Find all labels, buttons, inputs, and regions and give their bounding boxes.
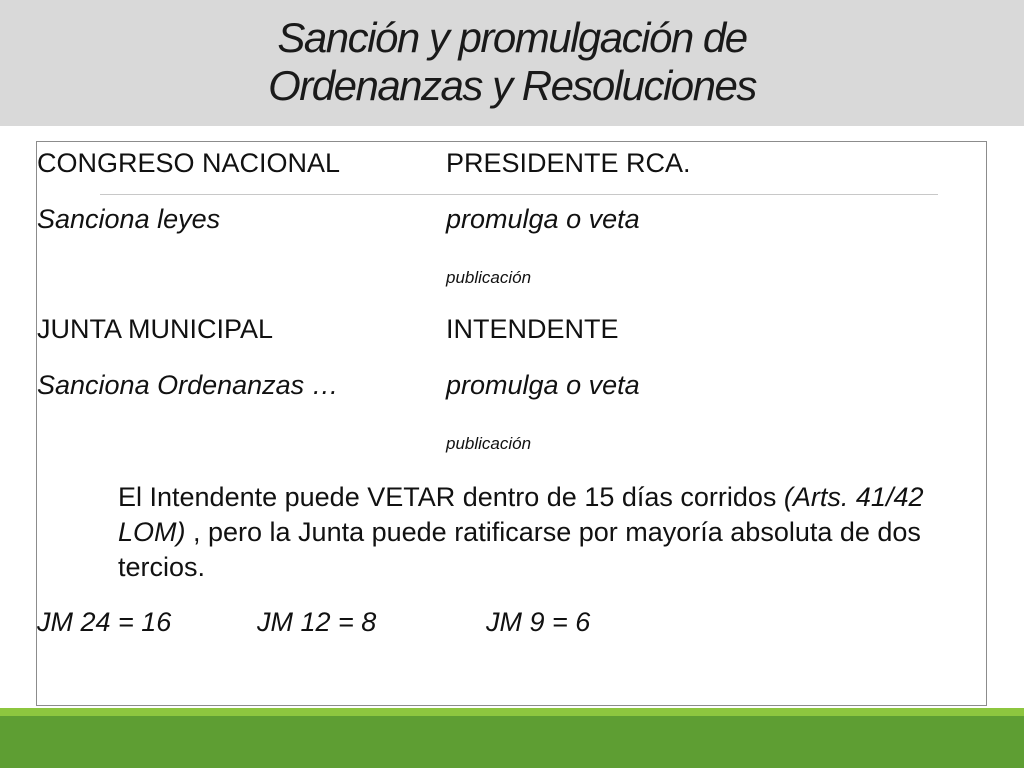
slide-title-line2: Ordenanzas y Resoluciones	[268, 62, 756, 109]
ratio-jm9: JM 9 = 6	[486, 607, 591, 637]
slide-title-line1: Sanción y promulgación de	[277, 14, 747, 61]
articles-reference: (Arts. 41/42 LOM)	[118, 482, 924, 547]
footer-strip-dark	[0, 716, 1024, 768]
publicacion-text-2: publicación	[446, 434, 532, 453]
veto-paragraph-part2: , pero la Junta puede ratificarse por mayoría absoluta de dos tercios.	[118, 517, 921, 582]
ratio-jm24: JM 24 = 16	[37, 607, 172, 637]
promulga-veta-text-2: promulga o veta	[446, 370, 640, 400]
sanciona-leyes-text: Sanciona leyes	[37, 204, 221, 234]
slide-title	[0, 14, 1024, 110]
veto-paragraph	[118, 480, 958, 585]
footer-strip-light	[0, 708, 1024, 716]
presidente-label: PRESIDENTE RCA.	[446, 148, 691, 178]
ratio-jm12: JM 12 = 8	[257, 607, 377, 637]
junta-label: JUNTA MUNICIPAL	[37, 314, 274, 344]
publicacion-text-1: publicación	[446, 268, 532, 287]
veto-paragraph-part1: El Intendente puede VETAR dentro de 15 días corridos	[118, 482, 784, 512]
intendente-label: INTENDENTE	[446, 314, 619, 344]
title-header	[0, 0, 1024, 126]
sanciona-ordenanzas-text: Sanciona Ordenanzas …	[37, 370, 339, 400]
divider-line	[100, 194, 938, 195]
congreso-label: CONGRESO NACIONAL	[37, 148, 341, 178]
promulga-veta-text-1: promulga o veta	[446, 204, 640, 234]
